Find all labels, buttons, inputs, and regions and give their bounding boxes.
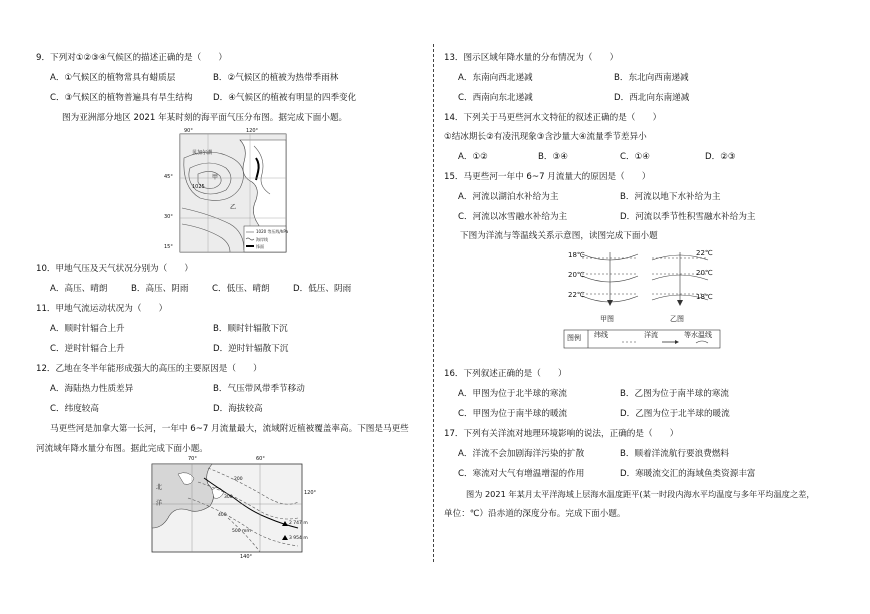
q11-option-b: B．顺时针辐散下沉 <box>213 324 288 334</box>
q10-option-a: A．高压、晴朗 <box>50 284 108 294</box>
q9-option-d: D．④气候区的植被有明显的四季变化 <box>213 93 357 103</box>
lon-label: 140° <box>240 554 253 560</box>
elevation-label: 2 747 m <box>289 521 308 526</box>
lon-label: 60° <box>256 456 265 462</box>
column-divider <box>433 44 434 562</box>
q10-option-b: B．高压、阴雨 <box>131 284 189 294</box>
q10-stem: 10．甲地气压及天气状况分别为（ ） <box>36 264 194 274</box>
label-jia: 甲 <box>212 174 219 181</box>
isohyet-label: 200 <box>234 477 243 482</box>
intro-mackenzie-line2: 河流域年降水量分布图。据此完成下面小题。 <box>36 444 208 454</box>
legend-isotherm: 等水温线 <box>684 331 712 339</box>
q14-statements: ①结冰期长②有凌汛现象③含沙量大④流量季节差异小 <box>444 132 647 142</box>
q10-option-c: C．低压、晴朗 <box>212 284 270 294</box>
q16-option-c: C．甲图为位于南半球的暖流 <box>458 409 568 419</box>
lon-label: 120° <box>304 490 317 496</box>
lon-label: 70° <box>188 456 197 462</box>
q14-stem: 14．下列关于马更些河水文特征的叙述正确的是（ ） <box>444 113 662 123</box>
figure-yi-caption: 乙图 <box>670 315 684 323</box>
isobar-label: 1025 <box>192 184 205 190</box>
intro-mackenzie-line1: 马更些河是加拿大第一长河，一年中 6~7 月流量最大，流域附近植被覆盖率高。下图是马更些 <box>50 424 409 434</box>
legend-title: 图例 <box>567 334 581 342</box>
legend-isobar: 1020 等压线/hPa <box>256 229 289 234</box>
q15-option-a: A．河流以湖泊水补给为主 <box>458 192 559 202</box>
q9-stem: 9．下列对①②③④气候区的描述正确的是（ ） <box>36 53 227 63</box>
q11-stem: 11．甲地气流运动状况为（ ） <box>36 304 168 314</box>
q13-option-c: C．西南向东北递减 <box>458 93 533 103</box>
q10-option-d: D．低压、阴雨 <box>293 284 352 294</box>
isotherm-label: 18℃ <box>568 251 585 259</box>
q17-option-b: B．顺着洋流航行要浪费燃料 <box>620 449 730 459</box>
legend-front: 锋面 <box>256 244 264 249</box>
q12-option-c: C．纬度较高 <box>50 404 99 414</box>
isohyet-label: 400 <box>218 513 227 518</box>
map-sea-label: 洋 <box>156 500 163 507</box>
intro-sea-temp-line2: 单位：℃）沿赤道的深度分布。完成下面小题。 <box>444 509 626 519</box>
q12-stem: 12．乙地在冬半年能形成强大的高压的主要原因是（ ） <box>36 364 262 374</box>
q12-option-d: D．海拔较高 <box>213 404 263 414</box>
intro-pressure-map: 图为亚洲部分地区 2021 年某时刻的海平面气压分布图。据完成下面小题。 <box>62 113 348 123</box>
figure-jia-caption: 甲图 <box>600 315 614 323</box>
q13-stem: 13．图示区域年降水量的分布情况为（ ） <box>444 53 619 63</box>
lat-label: 30° <box>164 214 173 220</box>
pressure-map <box>164 128 289 254</box>
isotherm-label: 18℃ <box>696 293 713 301</box>
lon-label: 90° <box>184 128 193 134</box>
q16-stem: 16．下列叙述正确的是（ ） <box>444 369 567 379</box>
q16-option-a: A．甲图为位于北半球的寒流 <box>458 389 568 399</box>
isotherm-label: 20℃ <box>568 271 585 279</box>
precipitation-map <box>148 458 316 560</box>
q11-option-d: D．逆时针辐散下沉 <box>213 344 289 354</box>
q13-option-d: D．西北向东南递减 <box>614 93 690 103</box>
q15-option-c: C．河流以冰雪融水补给为主 <box>458 212 568 222</box>
q17-option-d: D．寒暖流交汇的海域鱼类资源丰富 <box>620 469 756 479</box>
legend-coast: 海岸线 <box>256 237 268 242</box>
map-sea-label: 北 <box>156 484 163 491</box>
lon-label: 120° <box>246 128 259 134</box>
q14-option-a: A．①② <box>458 152 488 162</box>
q9-option-c: C．③气候区的植物普遍具有旱生结构 <box>50 93 193 103</box>
isohyet-label: 500 mm <box>232 529 251 534</box>
q14-option-b: B．③④ <box>538 152 568 162</box>
q17-option-c: C．寒流对大气有增温增湿的作用 <box>458 469 585 479</box>
elevation-label: 3 954 m <box>289 536 308 541</box>
q17-stem: 17．下列有关洋流对地理环境影响的说法，正确的是（ ） <box>444 429 679 439</box>
intro-ocean-current: 下图为洋流与等温线关系示意图，读图完成下面小题 <box>460 231 658 241</box>
isotherm-label: 22℃ <box>696 249 713 257</box>
legend-latitude: 纬线 <box>594 331 608 339</box>
q14-option-d: D．②③ <box>705 152 736 162</box>
q9-option-b: B．②气候区的植被为热带季雨林 <box>213 73 339 83</box>
q14-option-c: C．①④ <box>620 152 651 162</box>
q13-option-b: B．东北向西南递减 <box>614 73 689 83</box>
q16-option-b: B．乙图为位于南半球的寒流 <box>620 389 730 399</box>
q15-stem: 15．马更些河一年中 6~7 月流量大的原因是（ ） <box>444 172 651 182</box>
q12-option-a: A．海陆热力性质差异 <box>50 384 134 394</box>
map-place-label: 贝加尔湖 <box>192 150 213 156</box>
lat-label: 45° <box>164 174 173 180</box>
intro-sea-temp-line1: 图为 2021 年某月太平洋海域上层海水温度距平(某一时段内海水平均温度与多年平均温度之差， <box>466 489 815 499</box>
q16-option-d: D．乙图为位于北半球的暖流 <box>620 409 730 419</box>
legend-current: 洋流 <box>644 331 658 339</box>
q17-option-a: A．洋流不会加剧海洋污染的扩散 <box>458 449 585 459</box>
isohyet-label: 300 <box>224 495 233 500</box>
ocean-current-figure <box>562 246 724 352</box>
q11-option-a: A．顺时针辐合上升 <box>50 324 125 334</box>
q15-option-b: B．河流以地下水补给为主 <box>620 192 721 202</box>
q12-option-b: B．气压带风带季节移动 <box>213 384 305 394</box>
lat-label: 15° <box>164 244 173 250</box>
q9-option-a: A．①气候区的植物常具有蜡质层 <box>50 73 176 83</box>
q11-option-c: C．逆时针辐合上升 <box>50 344 125 354</box>
q13-option-a: A．东南向西北递减 <box>458 73 533 83</box>
label-yi: 乙 <box>230 204 237 211</box>
isotherm-label: 22℃ <box>568 291 585 299</box>
isotherm-label: 20℃ <box>696 269 713 277</box>
q15-option-d: D．河流以季节性积雪融水补给为主 <box>620 212 756 222</box>
